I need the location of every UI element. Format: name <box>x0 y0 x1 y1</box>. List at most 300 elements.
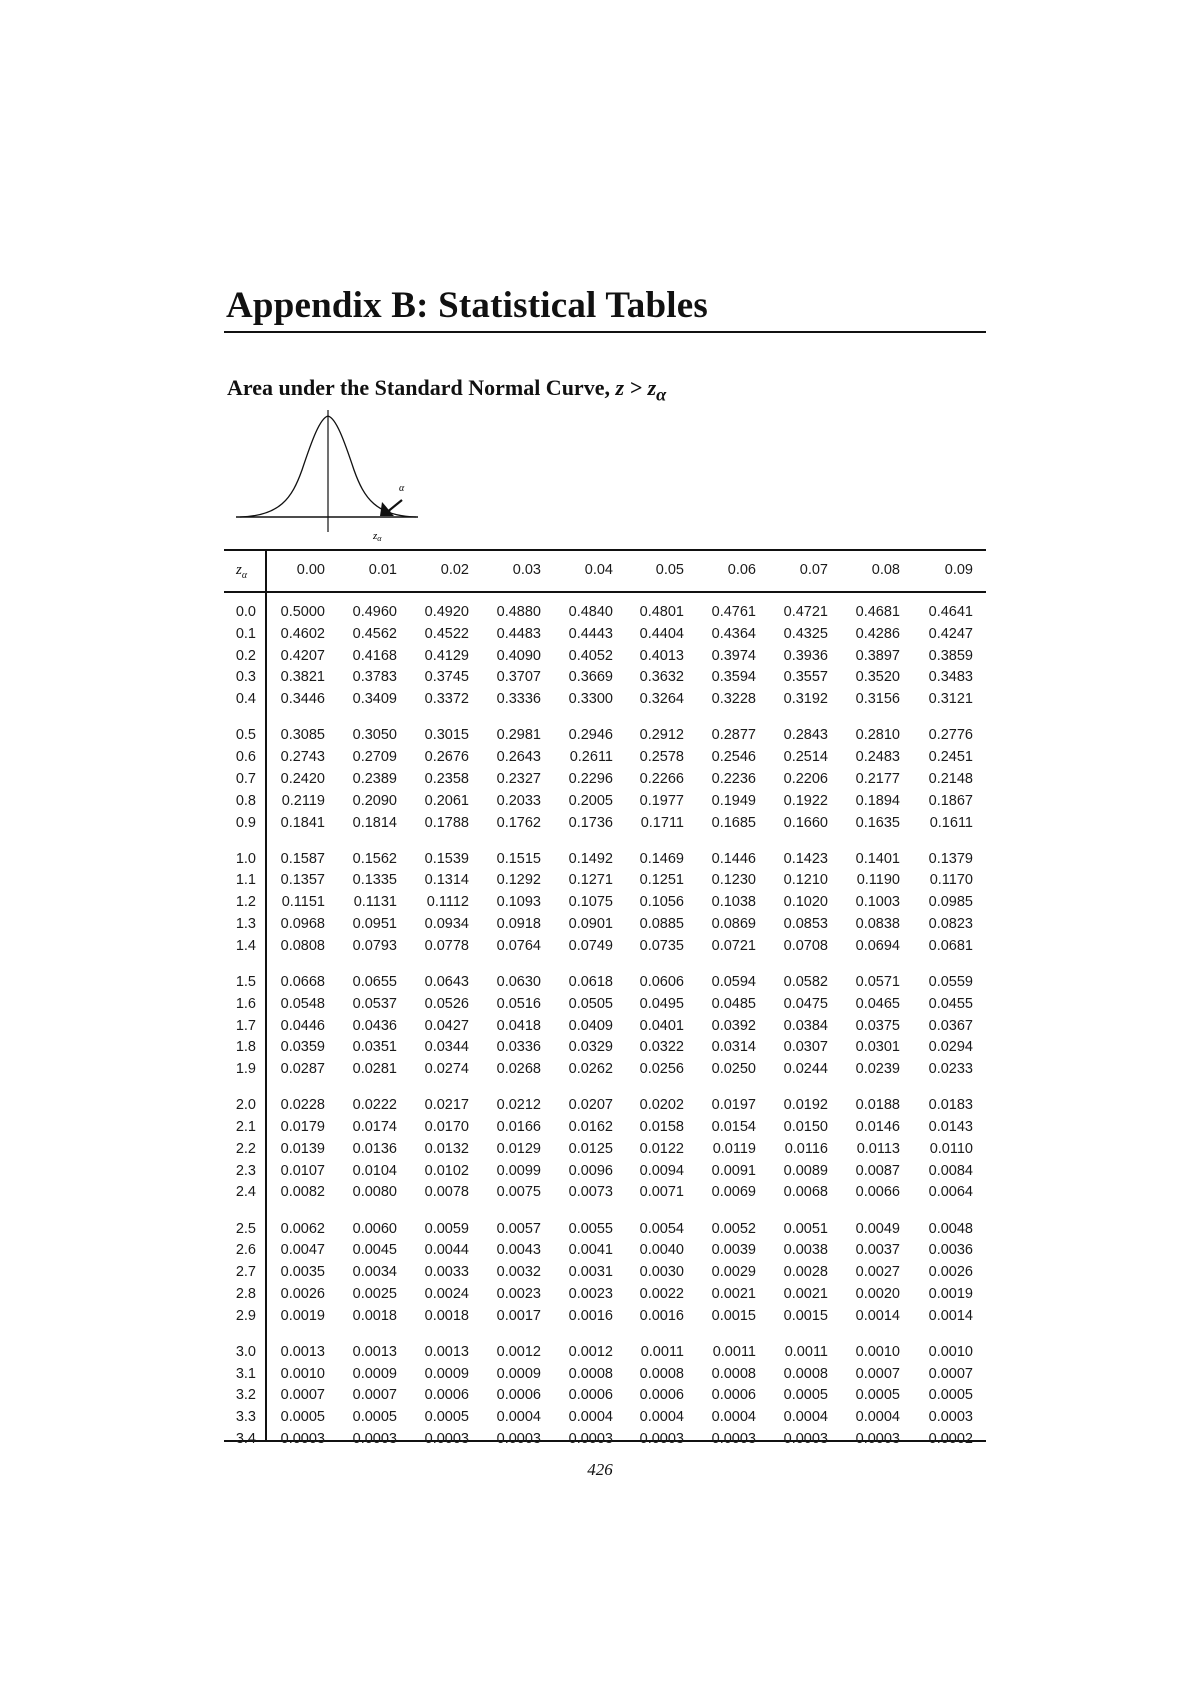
table-cell: 0.0951 <box>352 916 397 932</box>
table-cell: 0.0011 <box>640 1343 684 1360</box>
table-cell: 0.1469 <box>639 850 684 867</box>
table-cell: 0.1894 <box>855 792 900 809</box>
z-value: 1.2 <box>235 894 256 911</box>
table-cell: 0.0003 <box>496 1431 541 1447</box>
z-value: 2.9 <box>235 1307 256 1324</box>
table-cell: 0.0934 <box>424 916 469 932</box>
table-cell: 0.4801 <box>639 604 684 620</box>
table-cell: 0.0262 <box>568 1061 613 1078</box>
table-cell: 0.1685 <box>711 814 756 831</box>
table-cell: 0.0008 <box>783 1365 828 1382</box>
table-cell: 0.3707 <box>496 669 541 686</box>
table-cell: 0.0351 <box>352 1039 397 1056</box>
table-cell: 0.0009 <box>496 1365 541 1382</box>
table-cell: 0.1949 <box>711 792 756 809</box>
table-cell: 0.1379 <box>928 850 973 867</box>
z-value: 0.3 <box>235 669 256 686</box>
table-cell: 0.3085 <box>280 727 325 744</box>
table-cell: 0.0032 <box>496 1264 541 1281</box>
subtitle-math-sub: α <box>656 384 667 405</box>
table-cell: 0.0039 <box>711 1242 756 1259</box>
table-cell: 0.0129 <box>496 1140 541 1157</box>
table-cell: 0.4522 <box>424 625 469 642</box>
table-cell: 0.0019 <box>280 1307 325 1324</box>
table-cell: 0.3300 <box>568 691 613 708</box>
z-value: 0.4 <box>235 691 256 708</box>
table-cell: 0.0062 <box>280 1220 325 1237</box>
table-cell: 0.0694 <box>855 937 900 954</box>
table-cell: 0.1151 <box>281 894 325 911</box>
table-cell: 0.0026 <box>280 1285 325 1302</box>
table-cell: 0.0139 <box>280 1140 325 1157</box>
z-value: 3.1 <box>235 1365 256 1382</box>
table-cell: 0.0052 <box>711 1220 756 1237</box>
table-cell: 0.1357 <box>280 872 325 889</box>
column-header: 0.07 <box>799 562 828 578</box>
table-cell: 0.0166 <box>496 1119 541 1135</box>
column-header: 0.08 <box>871 562 900 578</box>
table-cell: 0.0559 <box>928 973 973 990</box>
table-cell: 0.2451 <box>928 749 973 766</box>
table-cell: 0.2061 <box>424 792 469 809</box>
z-value: 0.8 <box>235 792 256 809</box>
table-cell: 0.3409 <box>352 691 397 708</box>
z-value: 2.1 <box>235 1119 256 1135</box>
table-cell: 0.2119 <box>281 792 325 809</box>
table-cell: 0.0045 <box>352 1242 397 1259</box>
table-cell: 0.0122 <box>639 1140 684 1157</box>
table-cell: 0.0051 <box>783 1220 828 1237</box>
table-cell: 0.0078 <box>424 1184 469 1201</box>
table-cell: 0.0901 <box>568 916 613 932</box>
table-cell: 0.0019 <box>928 1285 973 1302</box>
table-cell: 0.1446 <box>711 850 756 867</box>
table-cell: 0.0808 <box>280 937 325 954</box>
table-cell: 0.4207 <box>280 647 325 664</box>
z-value: 1.1 <box>235 872 256 889</box>
subtitle-text: Area under the Standard Normal Curve, <box>227 375 616 400</box>
table-cell: 0.2236 <box>711 770 756 787</box>
table-cell: 0.0485 <box>711 995 756 1012</box>
z-value: 3.2 <box>235 1387 256 1404</box>
table-cell: 0.0582 <box>783 973 828 990</box>
table-cell: 0.1492 <box>568 850 613 867</box>
table-cell: 0.0011 <box>712 1343 756 1360</box>
table-cell: 0.0003 <box>280 1431 325 1447</box>
z-value: 0.7 <box>235 770 256 787</box>
table-cell: 0.4443 <box>568 625 613 642</box>
table-cell: 0.1922 <box>783 792 828 809</box>
table-cell: 0.0033 <box>424 1264 469 1281</box>
z-header-text: z <box>236 562 242 578</box>
table-cell: 0.2843 <box>783 727 828 744</box>
table-cell: 0.0024 <box>424 1285 469 1302</box>
table-cell: 0.0048 <box>928 1220 973 1237</box>
table-cell: 0.1210 <box>783 872 828 889</box>
table-cell: 0.1762 <box>496 814 541 831</box>
table-cell: 0.0099 <box>496 1162 541 1179</box>
table-cell: 0.0244 <box>783 1061 828 1078</box>
table-cell: 0.0007 <box>928 1365 973 1382</box>
table-cell: 0.1515 <box>496 850 541 867</box>
table-cell: 0.2296 <box>568 770 613 787</box>
table-cell: 0.0968 <box>280 916 325 932</box>
column-header: 0.03 <box>512 562 541 578</box>
table-cell: 0.0336 <box>496 1039 541 1056</box>
table-cell: 0.1335 <box>352 872 397 889</box>
z-value: 2.4 <box>235 1184 256 1201</box>
table-cell: 0.0384 <box>783 1017 828 1034</box>
table-cell: 0.0073 <box>568 1184 613 1201</box>
table-cell: 0.1075 <box>568 894 613 911</box>
table-cell: 0.4721 <box>783 604 828 620</box>
subtitle-math-text: z > z <box>615 375 657 400</box>
table-cell: 0.2546 <box>711 749 756 766</box>
table-cell: 0.3121 <box>928 691 973 708</box>
column-header: 0.01 <box>368 562 397 578</box>
table-cell: 0.0188 <box>855 1097 900 1114</box>
table-cell: 0.0004 <box>855 1409 900 1426</box>
z-value: 2.6 <box>235 1242 256 1259</box>
table-cell: 0.1112 <box>426 894 469 911</box>
table-cell: 0.1170 <box>929 872 973 889</box>
table-cell: 0.4364 <box>711 625 756 642</box>
table-cell: 0.1611 <box>929 814 973 831</box>
table-cell: 0.4013 <box>639 647 684 664</box>
table-cell: 0.0107 <box>280 1162 325 1179</box>
table-cell: 0.2266 <box>639 770 684 787</box>
table-cell: 0.0005 <box>280 1409 325 1426</box>
table-cell: 0.0409 <box>568 1017 613 1034</box>
table-cell: 0.0668 <box>280 973 325 990</box>
table-cell: 0.3821 <box>280 669 325 686</box>
z-column-header <box>236 560 247 586</box>
table-cell: 0.2676 <box>424 749 469 766</box>
table-cell: 0.0594 <box>711 973 756 990</box>
table-cell: 0.0869 <box>711 916 756 932</box>
table-cell: 0.0116 <box>784 1140 828 1157</box>
table-cell: 0.0495 <box>639 995 684 1012</box>
table-cell: 0.1038 <box>711 894 756 911</box>
table-cell: 0.0011 <box>784 1343 828 1360</box>
table-cell: 0.2912 <box>639 727 684 744</box>
table-cell: 0.0010 <box>280 1365 325 1382</box>
table-cell: 0.4641 <box>928 604 973 620</box>
table-cell: 0.3936 <box>783 647 828 664</box>
table-cell: 0.0044 <box>424 1242 469 1259</box>
z-value: 2.0 <box>235 1097 256 1114</box>
table-cell: 0.0455 <box>928 995 973 1012</box>
z-label: z <box>373 530 378 542</box>
table-cell: 0.0170 <box>424 1119 469 1135</box>
table-cell: 0.1841 <box>280 814 325 831</box>
table-cell: 0.0084 <box>928 1162 973 1179</box>
table-cell: 0.3336 <box>496 691 541 708</box>
table-cell: 0.0104 <box>352 1162 397 1179</box>
table-cell: 0.4404 <box>639 625 684 642</box>
table-cell: 0.0314 <box>711 1039 756 1056</box>
table-cell: 0.3264 <box>639 691 684 708</box>
column-header: 0.05 <box>655 562 684 578</box>
z-value: 1.7 <box>235 1017 256 1034</box>
table-cell: 0.3632 <box>639 669 684 686</box>
table-cell: 0.0183 <box>928 1097 973 1114</box>
table-cell: 0.4052 <box>568 647 613 664</box>
table-cell: 0.0301 <box>855 1039 900 1056</box>
table-cell: 0.0016 <box>568 1307 613 1324</box>
table-cell: 0.0006 <box>424 1387 469 1404</box>
table-cell: 0.0043 <box>496 1242 541 1259</box>
table-cell: 0.0054 <box>639 1220 684 1237</box>
table-cell: 0.0708 <box>783 937 828 954</box>
table-cell: 0.0505 <box>568 995 613 1012</box>
table-cell: 0.3446 <box>280 691 325 708</box>
table-cell: 0.2611 <box>569 749 613 766</box>
table-cell: 0.0006 <box>711 1387 756 1404</box>
table-cell: 0.0036 <box>928 1242 973 1259</box>
table-cell: 0.0069 <box>711 1184 756 1201</box>
normal-curve-figure <box>236 410 436 550</box>
table-cell: 0.0274 <box>424 1061 469 1078</box>
table-cell: 0.0080 <box>352 1184 397 1201</box>
table-cell: 0.0132 <box>424 1140 469 1157</box>
table-cell: 0.0021 <box>783 1285 828 1302</box>
table-cell: 0.2148 <box>928 770 973 787</box>
table-cell: 0.0003 <box>352 1431 397 1447</box>
table-cell: 0.0885 <box>639 916 684 932</box>
table-cell: 0.0049 <box>855 1220 900 1237</box>
z-value: 0.2 <box>235 647 256 664</box>
table-cell: 0.2810 <box>855 727 900 744</box>
z-value: 1.6 <box>235 995 256 1012</box>
table-cell: 0.0005 <box>424 1409 469 1426</box>
table-cell: 0.4960 <box>352 604 397 620</box>
table-cell: 0.0217 <box>424 1097 469 1114</box>
table-cell: 0.3783 <box>352 669 397 686</box>
table-cell: 0.0003 <box>424 1431 469 1447</box>
table-cell: 0.4090 <box>496 647 541 664</box>
table-cell: 0.0027 <box>855 1264 900 1281</box>
table-cell: 0.0055 <box>568 1220 613 1237</box>
table-cell: 0.0548 <box>280 995 325 1012</box>
table-cell: 0.2327 <box>496 770 541 787</box>
table-cell: 0.0025 <box>352 1285 397 1302</box>
table-cell: 0.2877 <box>711 727 756 744</box>
table-cell: 0.0228 <box>280 1097 325 1114</box>
table-cell: 0.1131 <box>353 894 397 911</box>
table-cell: 0.0041 <box>568 1242 613 1259</box>
table-cell: 0.1867 <box>928 792 973 809</box>
table-cell: 0.0010 <box>855 1343 900 1360</box>
table-cell: 0.0029 <box>711 1264 756 1281</box>
z-value: 0.6 <box>235 749 256 766</box>
table-cell: 0.0003 <box>928 1409 973 1426</box>
table-cell: 0.0005 <box>855 1387 900 1404</box>
column-header: 0.00 <box>296 562 325 578</box>
table-cell: 0.0985 <box>928 894 973 911</box>
table-cell: 0.0918 <box>496 916 541 932</box>
table-cell: 0.0060 <box>352 1220 397 1237</box>
table-cell: 0.1587 <box>280 850 325 867</box>
table-cell: 0.0179 <box>280 1119 325 1135</box>
table-cell: 0.0239 <box>855 1061 900 1078</box>
table-cell: 0.2389 <box>352 770 397 787</box>
table-cell: 0.4761 <box>711 604 756 620</box>
table-cell: 0.0322 <box>639 1039 684 1056</box>
column-header: 0.09 <box>944 562 973 578</box>
table-cell: 0.1814 <box>352 814 397 831</box>
table-cell: 0.0367 <box>928 1017 973 1034</box>
table-cell: 0.3897 <box>855 647 900 664</box>
title-rule <box>224 331 986 333</box>
table-cell: 0.0016 <box>639 1307 684 1324</box>
table-cell: 0.2514 <box>783 749 828 766</box>
z-value: 0.5 <box>235 727 256 744</box>
table-cell: 0.0015 <box>711 1307 756 1324</box>
table-cell: 0.1635 <box>855 814 900 831</box>
table-cell: 0.0281 <box>352 1061 397 1078</box>
table-cell: 0.0004 <box>711 1409 756 1426</box>
table-cell: 0.2981 <box>496 727 541 744</box>
table-cell: 0.2578 <box>639 749 684 766</box>
table-cell: 0.0020 <box>855 1285 900 1302</box>
table-cell: 0.2005 <box>568 792 613 809</box>
table-cell: 0.2358 <box>424 770 469 787</box>
table-cell: 0.0034 <box>352 1264 397 1281</box>
table-cell: 0.3156 <box>855 691 900 708</box>
table-cell: 0.0475 <box>783 995 828 1012</box>
table-cell: 0.3859 <box>928 647 973 664</box>
z-value: 2.7 <box>235 1264 256 1281</box>
table-cell: 0.0066 <box>855 1184 900 1201</box>
table-cell: 0.0359 <box>280 1039 325 1056</box>
table-cell: 0.0003 <box>568 1431 613 1447</box>
table-cell: 0.0022 <box>639 1285 684 1302</box>
table-cell: 0.0793 <box>352 937 397 954</box>
table-cell: 0.0008 <box>568 1365 613 1382</box>
page-title: Appendix B: Statistical Tables <box>226 285 708 326</box>
table-cell: 0.4129 <box>424 647 469 664</box>
table-cell: 0.3974 <box>711 647 756 664</box>
table-cell: 0.0018 <box>424 1307 469 1324</box>
table-cell: 0.1711 <box>640 814 684 831</box>
z-value: 1.9 <box>235 1061 256 1078</box>
table-cell: 0.0427 <box>424 1017 469 1034</box>
normal-curve-svg <box>236 410 436 550</box>
table-cell: 0.1977 <box>639 792 684 809</box>
table-cell: 0.3669 <box>568 669 613 686</box>
table-cell: 0.0018 <box>352 1307 397 1324</box>
table-cell: 0.0571 <box>855 973 900 990</box>
table-cell: 0.0823 <box>928 916 973 932</box>
table-cell: 0.0003 <box>855 1431 900 1447</box>
table-cell: 0.1230 <box>711 872 756 889</box>
table-cell: 0.2743 <box>280 749 325 766</box>
table-cell: 0.0749 <box>568 937 613 954</box>
table-cell: 0.4483 <box>496 625 541 642</box>
table-cell: 0.0008 <box>711 1365 756 1382</box>
table-cell: 0.3050 <box>352 727 397 744</box>
table-cell: 0.1251 <box>639 872 684 889</box>
z-value: 3.4 <box>235 1431 256 1447</box>
table-cell: 0.0008 <box>639 1365 684 1382</box>
table-cell: 0.1271 <box>568 872 613 889</box>
table-cell: 0.2776 <box>928 727 973 744</box>
table-cell: 0.0136 <box>352 1140 397 1157</box>
table-cell: 0.0681 <box>928 937 973 954</box>
table-cell: 0.0735 <box>639 937 684 954</box>
table-cell: 0.4168 <box>352 647 397 664</box>
table-cell: 0.0003 <box>711 1431 756 1447</box>
z-value: 2.5 <box>235 1220 256 1237</box>
table-cell: 0.0222 <box>352 1097 397 1114</box>
table-cell: 0.0047 <box>280 1242 325 1259</box>
table-cell: 0.0094 <box>639 1162 684 1179</box>
z-label-sub: α <box>377 534 382 543</box>
table-cell: 0.0017 <box>496 1307 541 1324</box>
table-cell: 0.0838 <box>855 916 900 932</box>
table-cell: 0.0853 <box>783 916 828 932</box>
table-cell: 0.0030 <box>639 1264 684 1281</box>
table-cell: 0.3228 <box>711 691 756 708</box>
table-cell: 0.0465 <box>855 995 900 1012</box>
table-cell: 0.0010 <box>928 1343 973 1360</box>
table-cell: 0.0606 <box>639 973 684 990</box>
table-cell: 0.0089 <box>783 1162 828 1179</box>
table-cell: 0.0643 <box>424 973 469 990</box>
z-value: 2.2 <box>235 1140 256 1157</box>
table-cell: 0.0012 <box>496 1343 541 1360</box>
table-cell: 0.2206 <box>783 770 828 787</box>
table-cell: 0.0344 <box>424 1039 469 1056</box>
table-cell: 0.0143 <box>928 1119 973 1135</box>
table-cell: 0.3745 <box>424 669 469 686</box>
z-value: 2.3 <box>235 1162 256 1179</box>
table-cell: 0.3192 <box>783 691 828 708</box>
table-cell: 0.0192 <box>783 1097 828 1114</box>
table-cell: 0.0307 <box>783 1039 828 1056</box>
table-cell: 0.0064 <box>928 1184 973 1201</box>
table-cell: 0.0162 <box>568 1119 613 1135</box>
table-cell: 0.0630 <box>496 973 541 990</box>
table-cell: 0.0268 <box>496 1061 541 1078</box>
table-cell: 0.0091 <box>711 1162 756 1179</box>
table-header-rule <box>224 591 986 593</box>
table-cell: 0.0005 <box>352 1409 397 1426</box>
table-cell: 0.0068 <box>783 1184 828 1201</box>
table-cell: 0.0021 <box>711 1285 756 1302</box>
table-cell: 0.0057 <box>496 1220 541 1237</box>
table-cell: 0.3015 <box>424 727 469 744</box>
z-value: 1.5 <box>235 973 256 990</box>
table-cell: 0.0007 <box>280 1387 325 1404</box>
table-cell: 0.4247 <box>928 625 973 642</box>
table-cell: 0.0526 <box>424 995 469 1012</box>
table-cell: 0.0012 <box>568 1343 613 1360</box>
table-cell: 0.0005 <box>783 1387 828 1404</box>
table-cell: 0.0035 <box>280 1264 325 1281</box>
table-cell: 0.4325 <box>783 625 828 642</box>
table-cell: 0.0014 <box>928 1307 973 1324</box>
table-cell: 0.0075 <box>496 1184 541 1201</box>
column-header: 0.06 <box>727 562 756 578</box>
table-cell: 0.0007 <box>352 1387 397 1404</box>
table-cell: 0.0119 <box>712 1140 756 1157</box>
z-value: 1.8 <box>235 1039 256 1056</box>
z-value: 1.0 <box>235 850 256 867</box>
table-cell: 0.2033 <box>496 792 541 809</box>
table-cell: 0.0004 <box>568 1409 613 1426</box>
